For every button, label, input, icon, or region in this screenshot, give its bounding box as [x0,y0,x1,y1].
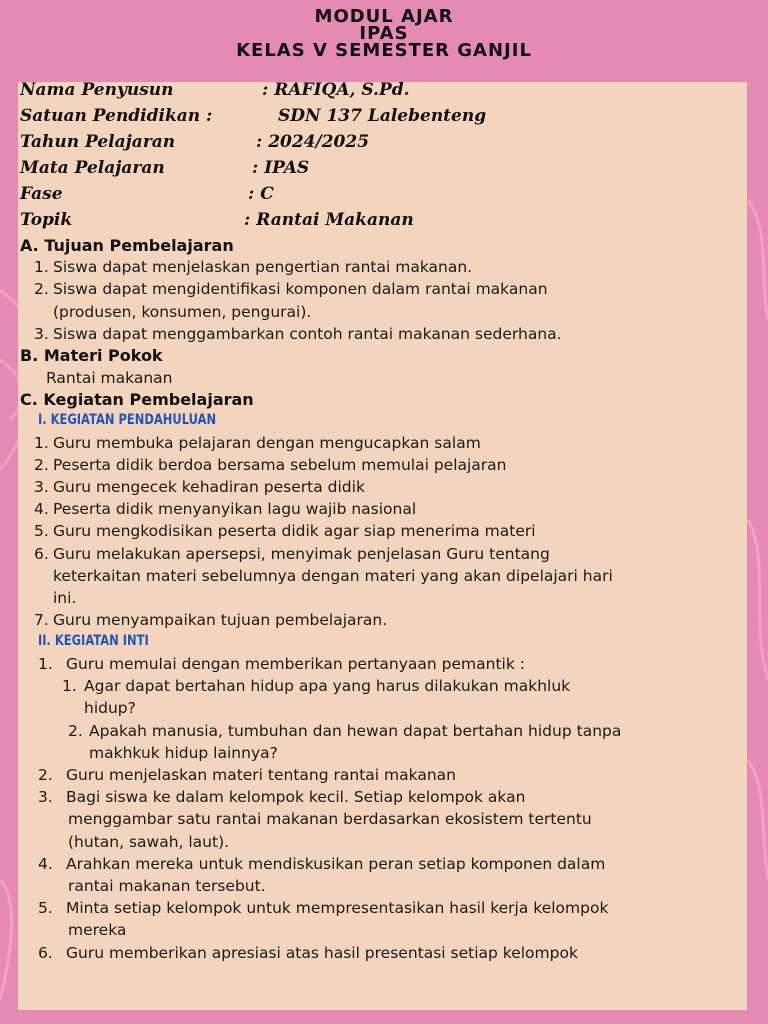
info-row-topic [20,210,414,230]
header-subject: IPAS [359,23,409,44]
info-value: : C [248,184,274,204]
list-item-number: 1. [34,434,49,452]
header-class: KELAS V SEMESTER GANJIL [236,40,532,61]
list-item-text: Siswa dapat mengidentifikasi komponen dalam rantai makanan [53,280,548,299]
list-item-text: Bagi siswa ke dalam kelompok kecil. Setiap kelompok akan [66,788,526,807]
list-item-text: keterkaitan materi sebelumnya dengan materi yang akan dipelajari hari [53,566,613,585]
list-item-number: 3. [34,324,49,343]
list-item-text: Guru melakukan apersepsi, menyimak penjelasan Guru tentang [53,544,550,563]
info-label: Fase [20,184,63,204]
header-title: MODUL AJAR [314,6,454,27]
info-row-phase [20,184,274,204]
info-row-school [20,106,487,126]
list-item-number: 6. [38,943,53,962]
info-value: : 2024/2025 [256,132,370,152]
list-item-text: Agar dapat bertahan hidup apa yang harus dilakukan makhluk [84,677,571,696]
list-item-number: 5. [34,522,49,541]
list-item-text: Guru memberikan apresiasi atas hasil presentasi setiap kelompok [66,943,578,962]
list-item-number: 2. [34,280,49,299]
list-item-number: 3. [34,478,49,497]
info-value: : IPAS [252,158,310,178]
list-item-text: makhkuk hidup lainnya? [89,743,278,762]
info-row-subject [20,158,310,178]
info-row-year [20,132,370,152]
list-item-number: 1. [38,655,53,673]
info-value: : Rantai Makanan [244,210,414,230]
section-a-title: A. Tujuan Pembelajaran [20,236,234,255]
list-item-text: Peserta didik menyanyikan lagu wajib nasional [53,500,417,519]
subheading-pendahuluan: I. KEGIATAN PENDAHULUAN [38,412,217,428]
info-value: : RAFIQA, S.Pd. [262,80,410,100]
list-item-number: 1. [62,677,77,696]
list-item-text: Minta setiap kelompok untuk mempresentasikan hasil kerja kelompok [66,899,609,918]
list-item-text: Guru mengecek kehadiran peserta didik [53,478,365,497]
info-label: Topik [20,210,73,230]
list-item-number: 2. [34,456,49,475]
list-item-text: Guru membuka pelajaran dengan mengucapkan salam [53,434,481,452]
list-item-number: 4. [38,854,53,873]
info-row-author [20,80,410,100]
list-item-number: 5. [38,899,53,918]
list-item-text: Arahkan mereka untuk mendiskusikan peran setiap komponen dalam [66,854,606,873]
document-header [0,8,768,59]
list-item-number: 2. [38,766,53,784]
section-b-text: Rantai makanan [46,369,173,387]
list-item-text: hidup? [84,699,136,718]
info-value: SDN 137 Lalebenteng [278,106,487,126]
section-c-title: C. Kegiatan Pembelajaran [20,390,254,409]
list-item-text: ini. [53,588,77,607]
section-b-title: B. Materi Pokok [20,346,163,365]
list-item-text: Siswa dapat menjelaskan pengertian rantai makanan. [53,258,473,276]
list-item-number: 6. [34,544,49,563]
list-item-text: Peserta didik berdoa bersama sebelum memulai pelajaran [53,456,507,475]
list-item-number: 2. [68,721,83,740]
list-item-text: mereka [68,921,127,940]
list-item-text: Guru menjelaskan materi tentang rantai makanan [66,766,456,784]
list-item-number: 1. [34,258,49,276]
list-item-text: (hutan, sawah, laut). [68,832,230,851]
list-item-text: rantai makanan tersebut. [68,877,266,895]
list-item-number: 3. [38,788,53,807]
list-item-text: Siswa dapat menggambarkan contoh rantai makanan sederhana. [53,324,562,343]
info-label: Tahun Pelajaran [20,132,176,152]
list-item-text: Guru memulai dengan memberikan pertanyaan pemantik : [66,655,525,673]
list-item-number: 4. [34,500,49,519]
list-item-text: menggambar satu rantai makanan berdasarkan ekosistem tertentu [68,810,592,829]
list-item-text: Guru mengkodisikan peserta didik agar siap menerima materi [53,522,536,541]
list-item-number: 7. [34,610,49,629]
info-label: Satuan Pendidikan : [20,106,213,126]
list-item-text: Guru menyampaikan tujuan pembelajaran. [53,610,388,629]
subheading-inti: II. KEGIATAN INTI [38,633,149,649]
list-item-text: Apakah manusia, tumbuhan dan hewan dapat bertahan hidup tanpa [89,721,622,740]
list-item-text: (produsen, konsumen, pengurai). [53,302,312,321]
info-label: Nama Penyusun [20,80,174,100]
info-label: Mata Pelajaran [20,158,165,178]
